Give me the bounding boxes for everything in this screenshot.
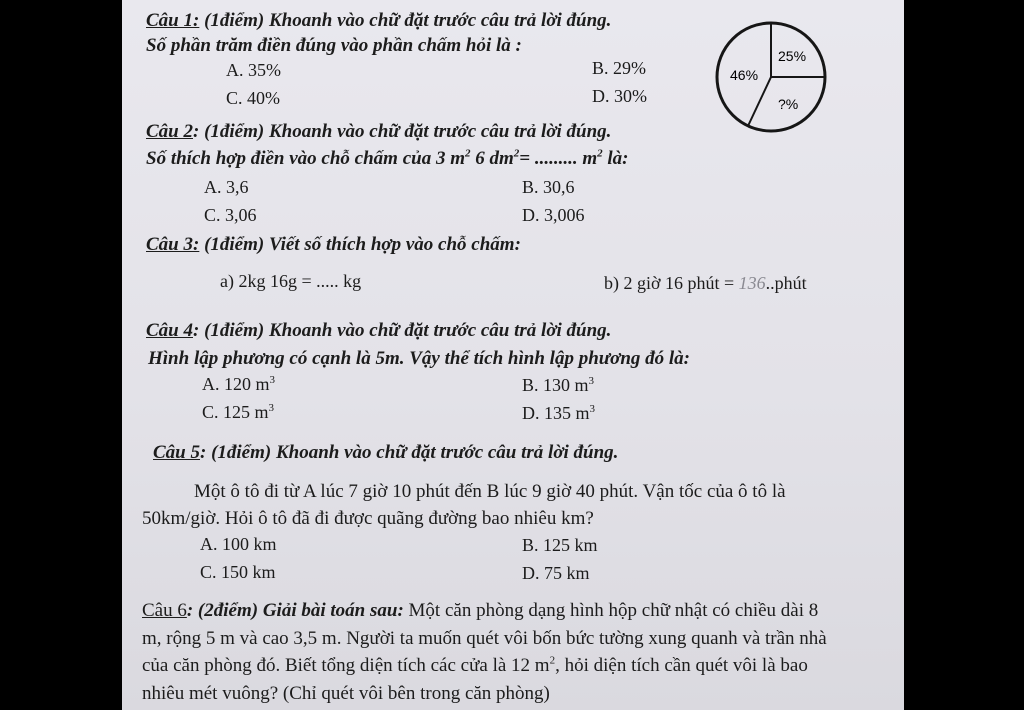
q1-option-c: C. 40%	[226, 88, 280, 108]
q3-part-b-text: b) 2 giờ 16 phút =	[604, 273, 739, 293]
q1-instruction: (1điểm) Khoanh vào chữ đặt trước câu trả lời đúng.	[199, 10, 612, 31]
q3-part-b	[604, 272, 807, 294]
pie-label-25: 25%	[778, 48, 807, 64]
q6-instruction: : (2điểm) Giải bài toán sau:	[186, 600, 404, 621]
q3-part-a: a) 2kg 16g = ..... kg	[220, 271, 362, 291]
q2-option-b: B. 30,6	[522, 177, 575, 197]
q2-prompt-part: Số thích hợp điền vào chỗ chấm của 3 m	[146, 148, 465, 169]
q2-option-d: D. 3,006	[522, 205, 585, 225]
q6-line3-text: của căn phòng đó. Biết tổng diện tích các cửa là 12 m	[142, 655, 550, 676]
q4-option-d-text: D. 135 m	[522, 403, 590, 423]
unit-superscript: 3	[268, 402, 275, 414]
q4-instruction: : (1điểm) Khoanh vào chữ đặt trước câu trả lời đúng.	[193, 320, 612, 341]
q3-instruction: (1điểm) Viết số thích hợp vào chỗ chấm:	[199, 234, 521, 255]
pie-divider-bottom	[748, 77, 771, 126]
q2-option-a: A. 3,6	[204, 177, 249, 197]
q2-prompt-part: = ......... m	[519, 148, 598, 169]
q5-option-d: D. 75 km	[522, 563, 590, 583]
pie-label-46: 46%	[730, 67, 759, 83]
q2-prompt	[146, 148, 628, 170]
q5-number: Câu 5	[153, 442, 200, 463]
q4-option-a-text: A. 120 m	[202, 374, 270, 394]
q2-superscript: 2	[597, 147, 603, 160]
q4-option-b	[522, 374, 594, 396]
q4-option-b-text: B. 130 m	[522, 375, 589, 395]
q4-option-c	[202, 401, 274, 423]
q6-line4: nhiêu mét vuông? (Chỉ quét vôi bên trong căn phòng)	[142, 683, 550, 704]
q4-option-d	[522, 402, 595, 424]
q5-text-line2: 50km/giờ. Hỏi ô tô đã đi được quãng đường bao nhiêu km?	[142, 508, 594, 529]
q1-prompt: Số phần trăm điền đúng vào phần chấm hỏi là :	[146, 35, 522, 56]
q2-option-c: C. 3,06	[204, 205, 257, 225]
q2-superscript: 2	[464, 147, 471, 160]
q4-prompt: Hình lập phương có cạnh là 5m. Vậy thể tích hình lập phương đó là:	[148, 348, 691, 369]
q4-heading	[146, 320, 611, 342]
q5-instruction: : (1điểm) Khoanh vào chữ đặt trước câu trả lời đúng.	[200, 442, 619, 463]
q6-text: Một căn phòng dạng hình hộp chữ nhật có chiều dài 8	[403, 600, 819, 621]
q5-option-b: B. 125 km	[522, 535, 598, 555]
q2-prompt-part: là:	[602, 148, 629, 169]
q1-option-b: B. 29%	[592, 58, 646, 78]
q6-line3-text: , hỏi diện tích cần quét vôi là bao	[555, 655, 808, 676]
q4-option-a	[202, 373, 275, 395]
unit-superscript: 3	[269, 374, 275, 386]
q2-number: Câu 2	[146, 121, 193, 142]
pie-label-unknown: ?%	[778, 96, 799, 112]
q4-number: Câu 4	[146, 320, 193, 341]
q5-option-a: A. 100 km	[200, 534, 277, 554]
q1-option-d: D. 30%	[592, 86, 647, 106]
unit-superscript: 3	[589, 403, 595, 415]
q2-prompt-part: 6 dm	[470, 148, 514, 169]
unit-superscript: 3	[588, 375, 595, 387]
q5-option-c: C. 150 km	[200, 562, 276, 582]
q5-heading	[153, 442, 618, 464]
q1-number: Câu 1:	[146, 10, 200, 31]
unit-superscript: 2	[549, 654, 556, 667]
pie-chart	[714, 18, 834, 138]
q6-number: Câu 6	[142, 600, 187, 621]
handwritten-answer: 136	[738, 273, 766, 293]
q3-heading	[146, 234, 521, 256]
q6-line2: m, rộng 5 m và cao 3,5 m. Người ta muốn quét vôi bốn bức tường xung quanh và trần nhà	[142, 628, 827, 649]
q2-instruction: : (1điểm) Khoanh vào chữ đặt trước câu trả lời đúng.	[193, 121, 612, 142]
q6-line1	[142, 600, 818, 622]
exam-paper	[122, 0, 904, 710]
q1-option-a: A. 35%	[226, 60, 281, 80]
q5-text-line1: Một ô tô đi từ A lúc 7 giờ 10 phút đến B lúc 9 giờ 40 phút. Vận tốc của ô tô là	[194, 481, 786, 502]
q2-superscript: 2	[513, 147, 520, 160]
q3-part-b-unit: ..phút	[765, 273, 807, 293]
q2-heading	[146, 121, 611, 143]
q3-number: Câu 3:	[146, 234, 200, 255]
q1-heading	[146, 10, 611, 32]
q6-line3	[142, 655, 808, 677]
q4-option-c-text: C. 125 m	[202, 402, 269, 422]
